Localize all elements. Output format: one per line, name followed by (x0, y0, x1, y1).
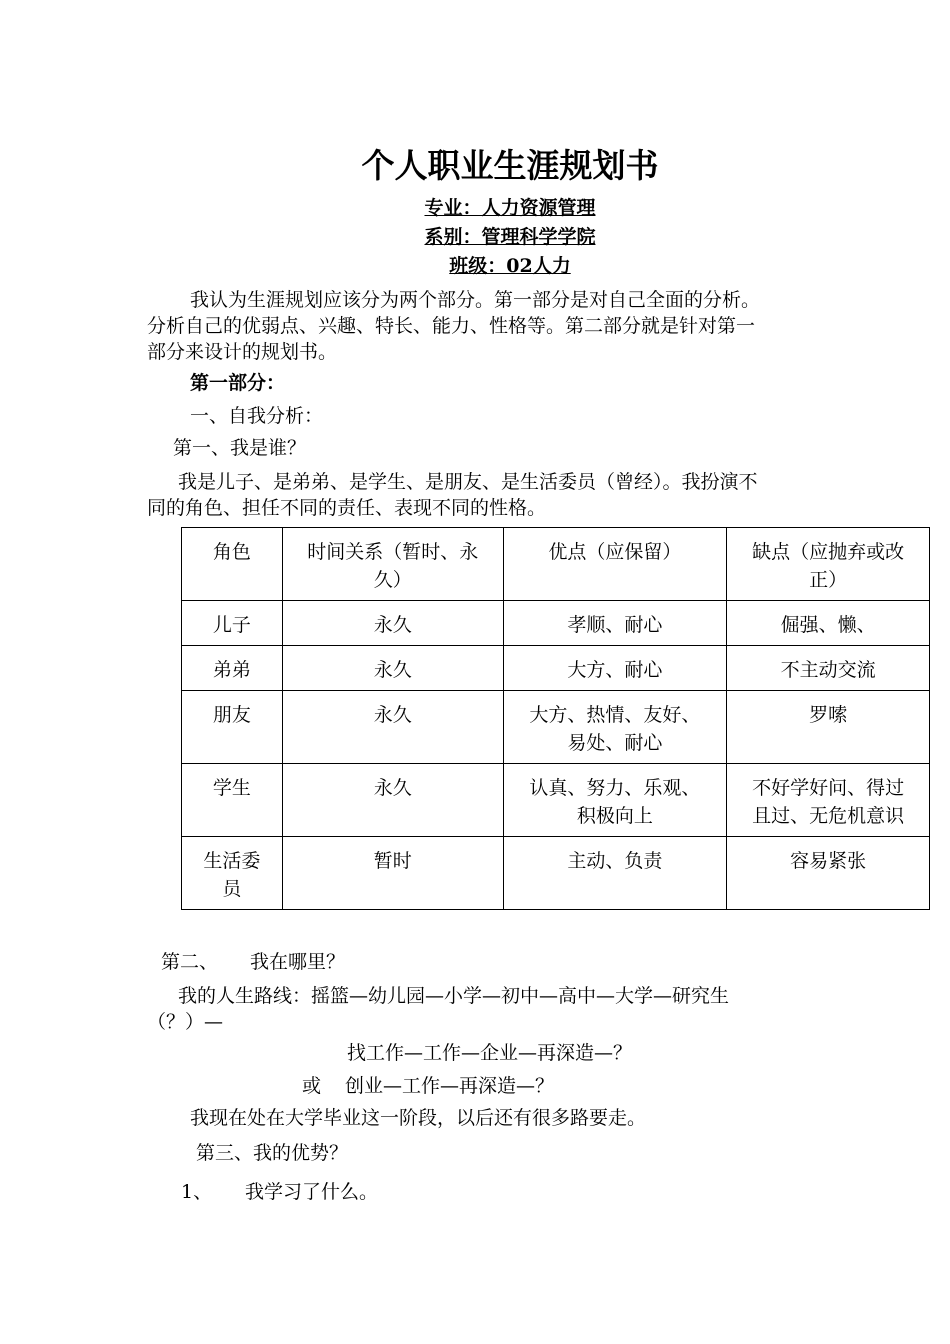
life-path-line-3: 找工作—工作—企业—再深造—？ (347, 1042, 633, 1064)
intro-line-3: 部分来设计的规划书。 (147, 341, 338, 363)
life-path-line-4: 创业—工作—再深造—？ (345, 1075, 555, 1097)
cell-strength: 认真、努力、乐观、 积极向上 (503, 764, 727, 837)
role-table (181, 527, 930, 910)
current-stage-text: 我现在处在大学毕业这一阶段，以后还有很多路要走。 (190, 1107, 647, 1129)
table-row (182, 601, 930, 646)
intro-line-2: 分析自己的优弱点、兴趣、特长、能力、性格等。第二部分就是针对第一 (147, 315, 756, 337)
cell-strength: 主动、负责 (503, 837, 727, 910)
question2-number: 第二、 (161, 951, 219, 973)
table-row (182, 764, 930, 837)
class-line: 班级：02人力 (449, 255, 571, 277)
question3-heading: 第三、我的优势？ (196, 1142, 349, 1164)
table-row (182, 691, 930, 764)
cell-role: 朋友 (182, 691, 283, 764)
table-row (182, 837, 930, 910)
major-line: 专业：人力资源管理 (424, 197, 596, 219)
section1-heading: 一、自我分析： (190, 405, 324, 427)
cell-weakness: 罗嗦 (727, 691, 930, 764)
cell-strength: 大方、热情、友好、 易处、耐心 (503, 691, 727, 764)
table-row (182, 646, 930, 691)
cell-weakness: 倔强、懒、 (727, 601, 930, 646)
table-header-row (182, 528, 930, 601)
cell-time: 永久 (282, 764, 503, 837)
life-path-line-1: 我的人生路线：摇篮—幼儿园—小学—初中—高中—大学—研究生 (178, 985, 730, 1007)
cell-time: 永久 (282, 691, 503, 764)
header-strength: 优点（应保留） (503, 528, 727, 601)
cell-weakness: 容易紧张 (727, 837, 930, 910)
item1-text: 我学习了什么。 (245, 1181, 379, 1203)
cell-role: 儿子 (182, 601, 283, 646)
header-time: 时间关系（暂时、永 久） (282, 528, 503, 601)
cell-time: 暂时 (282, 837, 503, 910)
cell-role: 弟弟 (182, 646, 283, 691)
document-title: 个人职业生涯规划书 (361, 146, 659, 185)
department-line: 系别：管理科学学院 (424, 226, 596, 248)
question1-text-line-1: 我是儿子、是弟弟、是学生、是朋友、是生活委员（曾经）。我扮演不 (178, 471, 758, 493)
question1-heading: 第一、我是谁？ (173, 437, 307, 459)
cell-weakness: 不好学好问、得过 且过、无危机意识 (727, 764, 930, 837)
header-role: 角色 (182, 528, 283, 601)
intro-line-1: 我认为生涯规划应该分为两个部分。第一部分是对自己全面的分析。 (190, 289, 761, 311)
question1-text-line-2: 同的角色、担任不同的责任、表现不同的性格。 (147, 497, 547, 519)
cell-time: 永久 (282, 601, 503, 646)
item1-number: 1、 (181, 1181, 213, 1203)
cell-time: 永久 (282, 646, 503, 691)
cell-weakness: 不主动交流 (727, 646, 930, 691)
question2-heading: 我在哪里？ (250, 951, 346, 973)
life-path-line-2: （？）— (147, 1011, 224, 1033)
cell-strength: 孝顺、耐心 (503, 601, 727, 646)
life-path-or: 或 (302, 1075, 322, 1097)
cell-role: 生活委 员 (182, 837, 283, 910)
part1-heading: 第一部分： (190, 372, 286, 394)
cell-strength: 大方、耐心 (503, 646, 727, 691)
cell-role: 学生 (182, 764, 283, 837)
header-weakness: 缺点（应抛弃或改 正） (727, 528, 930, 601)
